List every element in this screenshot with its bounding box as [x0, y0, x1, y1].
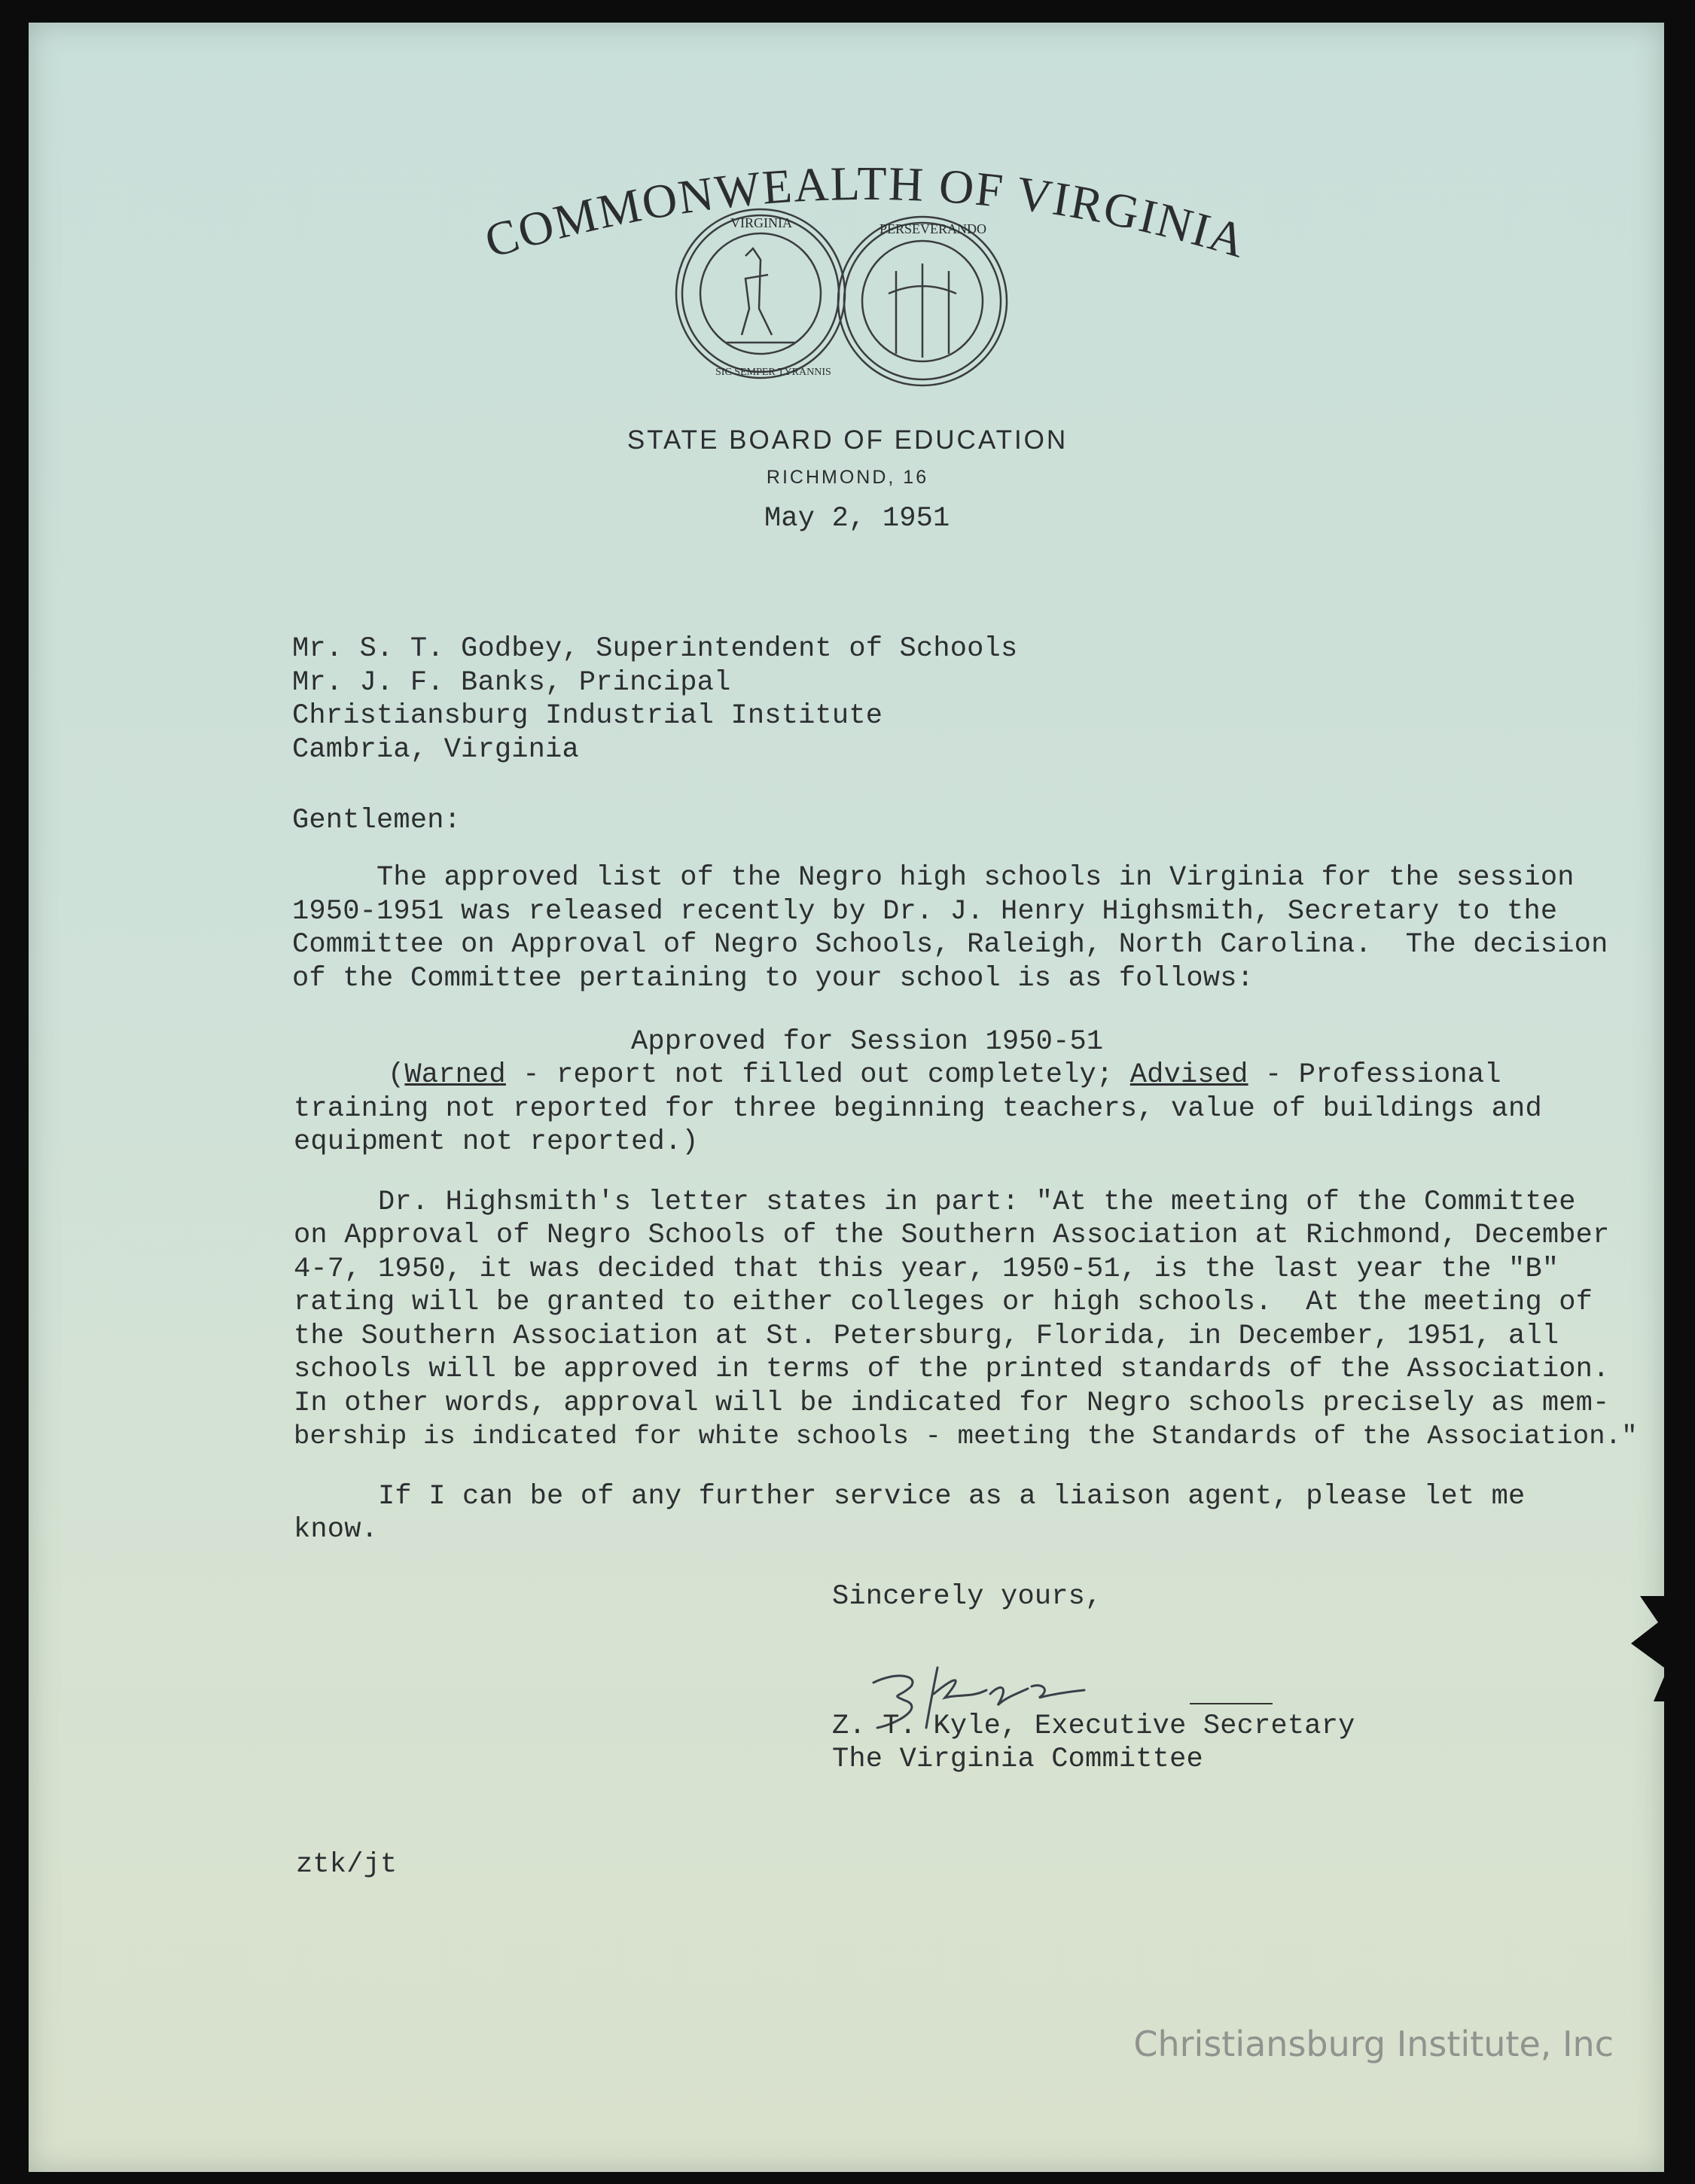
addressee-line: Mr. S. T. Godbey, Superintendent of Schools: [292, 633, 1018, 665]
paragraph-line: schools will be approved in terms of the printed standards of the Association.: [294, 1354, 1610, 1385]
svg-text:COMMONWEALTH OF VIRGINIA: COMMONWEALTH OF VIRGINIA: [478, 156, 1254, 269]
letter-date: May 2, 1951: [764, 503, 950, 535]
signer-line: The Virginia Committee: [832, 1744, 1203, 1775]
warned-label: Warned: [404, 1059, 506, 1091]
paragraph-line: Committee on Approval of Negro Schools, Raleigh, North Carolina. The decision: [292, 929, 1608, 961]
paragraph-line: If I can be of any further service as a liaison agent, please let me: [294, 1481, 1526, 1512]
paragraph-line: 4-7, 1950, it was decided that this year, 1950-51, is the last year the "B": [294, 1253, 1559, 1285]
addressee-line: Cambria, Virginia: [292, 734, 579, 766]
seal-left-motto: SIC SEMPER TYRANNIS: [715, 367, 831, 378]
salutation: Gentlemen:: [292, 805, 462, 836]
initials: ztk/jt: [296, 1849, 398, 1881]
seal-right-label: PERSEVERANDO: [880, 221, 987, 236]
decision-line: (Warned - report not filled out completely; Advised - Professional: [388, 1059, 1501, 1091]
decision-line: equipment not reported.): [294, 1126, 699, 1158]
paragraph-line: The approved list of the Negro high schools in Virginia for the session: [292, 862, 1575, 894]
decision-line: training not reported for three beginning teachers, value of buildings and: [294, 1093, 1542, 1125]
watermark: Christiansburg Institute, Inc: [1133, 2024, 1614, 2064]
addressee-line: Mr. J. F. Banks, Principal: [292, 667, 731, 699]
paragraph-line: on Approval of Negro Schools of the Southern Association at Richmond, December: [294, 1220, 1610, 1251]
advised-label: Advised: [1129, 1059, 1248, 1091]
seal-left-label: VIRGINIA: [730, 215, 791, 230]
decision-heading: Approved for Session 1950-51: [631, 1026, 1104, 1058]
closing: Sincerely yours,: [832, 1581, 1102, 1613]
addressee-line: Christiansburg Industrial Institute: [292, 700, 883, 732]
signer-line: Z. T. Kyle, Executive Secretary: [832, 1710, 1355, 1742]
paragraph-line: 1950-1951 was released recently by Dr. J. Henry Highsmith, Secretary to the: [292, 896, 1558, 928]
paragraph-line: In other words, approval will be indicated for Negro schools precisely as mem-: [294, 1387, 1610, 1419]
paragraph-line: Dr. Highsmith's letter states in part: "At the meeting of the Committee: [294, 1186, 1576, 1218]
state-seals: [670, 203, 1024, 391]
signature-rule: [1190, 1703, 1273, 1704]
paragraph-line: of the Committee pertaining to your school is as follows:: [292, 963, 1254, 995]
paragraph-line: the Southern Association at St. Petersburg, Florida, in December, 1951, all: [294, 1320, 1559, 1352]
board-city: RICHMOND, 16: [766, 467, 929, 488]
board-name: STATE BOARD OF EDUCATION: [626, 425, 1069, 455]
paragraph-line: know.: [294, 1514, 379, 1546]
paragraph-line: rating will be granted to either colleges or high schools. At the meeting of: [294, 1287, 1593, 1318]
paragraph-line: bership is indicated for white schools - meeting the Standards of the Association.": [294, 1421, 1638, 1451]
